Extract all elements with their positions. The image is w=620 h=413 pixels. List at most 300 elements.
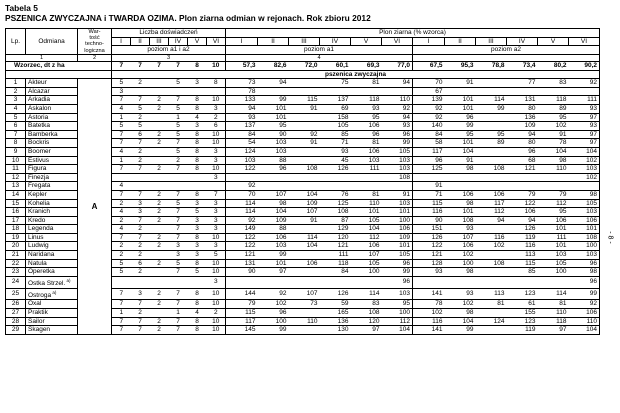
row-a1-6: 94 bbox=[382, 113, 413, 122]
row-a1-6: 105 bbox=[382, 251, 413, 260]
row-a2-3 bbox=[476, 122, 507, 131]
row-a1-2: 101 bbox=[258, 259, 289, 268]
header-region-3-II: II bbox=[445, 37, 476, 46]
row-a2-2: 101 bbox=[445, 208, 476, 217]
row-a2-4: 126 bbox=[507, 225, 538, 234]
row-a2-5: 97 bbox=[538, 326, 569, 335]
row-name: Ostka Strzel. $^{a)}$ bbox=[26, 276, 78, 288]
row-n-4 bbox=[169, 182, 188, 191]
row-a1-1: 144 bbox=[226, 288, 258, 300]
row-a1-6: 92 bbox=[382, 104, 413, 113]
row-a2-3: 116 bbox=[476, 233, 507, 242]
row-a1-6: 101 bbox=[382, 208, 413, 217]
row-a1-5 bbox=[351, 182, 382, 191]
row-name: Operetka bbox=[26, 268, 78, 277]
row-a1-2: 99 bbox=[258, 96, 289, 105]
row-n-2: 2 bbox=[131, 242, 150, 251]
row-a2-1: 93 bbox=[413, 268, 445, 277]
row-n-3 bbox=[150, 251, 169, 260]
row-a2-1: 84 bbox=[413, 130, 445, 139]
row-a1-6: 110 bbox=[382, 96, 413, 105]
row-a1-4: 71 bbox=[320, 139, 351, 148]
row-n-4: 5 bbox=[169, 147, 188, 156]
row-a1-3 bbox=[289, 147, 320, 156]
row-n-6: 3 bbox=[207, 208, 226, 217]
row-name: Kranich bbox=[26, 208, 78, 217]
row-a1-2 bbox=[258, 182, 289, 191]
page-number: - 8 - bbox=[606, 231, 614, 244]
row-n-4: 5 bbox=[169, 259, 188, 268]
header-region-1-II: II bbox=[131, 37, 150, 46]
row-a2-2: 101 bbox=[445, 104, 476, 113]
row-a1-1: 149 bbox=[226, 225, 258, 234]
row-n-5: 8 bbox=[188, 233, 207, 242]
row-a1-4: 158 bbox=[320, 113, 351, 122]
row-n-6: 10 bbox=[207, 96, 226, 105]
row-n-3: 2 bbox=[150, 300, 169, 309]
row-n-6: 10 bbox=[207, 326, 226, 335]
row-n-6: 10 bbox=[207, 130, 226, 139]
row-n-1: 7 bbox=[112, 96, 131, 105]
row-name: Bamberka bbox=[26, 130, 78, 139]
row-n-2: 7 bbox=[131, 190, 150, 199]
row-a1-2: 96 bbox=[258, 165, 289, 174]
wzorzec-a1-4: 60,1 bbox=[320, 62, 351, 71]
row-name: Ludwig bbox=[26, 242, 78, 251]
row-lp: 17 bbox=[6, 216, 26, 225]
header-region-2-V: V bbox=[351, 37, 382, 46]
row-name: Natula bbox=[26, 259, 78, 268]
row-a2-6: 108 bbox=[569, 233, 600, 242]
row-a2-3: 124 bbox=[476, 317, 507, 326]
row-n-2: 7 bbox=[131, 233, 150, 242]
wzorzec-a1-1: 57,3 bbox=[226, 62, 258, 71]
row-a2-2: 93 bbox=[445, 288, 476, 300]
row-a1-3 bbox=[289, 156, 320, 165]
row-a2-5: 105 bbox=[538, 259, 569, 268]
wzorzec-a1-5: 69,3 bbox=[351, 62, 382, 71]
row-name: Sailor bbox=[26, 317, 78, 326]
row-a1-2: 90 bbox=[258, 130, 289, 139]
row-n-4: 7 bbox=[169, 326, 188, 335]
row-a1-4: 76 bbox=[320, 190, 351, 199]
row-a2-4 bbox=[507, 87, 538, 96]
row-name: Akteur bbox=[26, 79, 78, 88]
row-lp: 1 bbox=[6, 79, 26, 88]
row-a2-1 bbox=[413, 173, 445, 182]
row-a2-6: 103 bbox=[569, 165, 600, 174]
row-a1-3 bbox=[289, 173, 320, 182]
row-n-2: 6 bbox=[131, 130, 150, 139]
row-a2-4: 106 bbox=[507, 208, 538, 217]
row-a1-1: 133 bbox=[226, 96, 258, 105]
row-a2-5: 114 bbox=[538, 288, 569, 300]
row-n-4: 3 bbox=[169, 242, 188, 251]
header-region-1-I: I bbox=[112, 37, 131, 46]
row-lp: 23 bbox=[6, 268, 26, 277]
row-a2-3 bbox=[476, 147, 507, 156]
row-a2-1: 116 bbox=[413, 208, 445, 217]
row-n-4: 1 bbox=[169, 308, 188, 317]
row-n-3 bbox=[150, 173, 169, 182]
row-a1-6: 109 bbox=[382, 233, 413, 242]
row-a1-3 bbox=[289, 87, 320, 96]
row-a2-6: 103 bbox=[569, 251, 600, 260]
row-n-3 bbox=[150, 79, 169, 88]
row-n-2: 2 bbox=[131, 251, 150, 260]
row-a2-6: 100 bbox=[569, 242, 600, 251]
wzorzec-n-1: 7 bbox=[112, 62, 131, 71]
row-a1-3: 106 bbox=[289, 259, 320, 268]
header-region-2-I: I bbox=[226, 37, 258, 46]
row-n-6: 2 bbox=[207, 308, 226, 317]
row-a1-2: 99 bbox=[258, 251, 289, 260]
row-a1-1: 92 bbox=[226, 182, 258, 191]
row-a2-1: 58 bbox=[413, 139, 445, 148]
row-a2-2 bbox=[445, 276, 476, 288]
row-a1-2: 102 bbox=[258, 300, 289, 309]
row-a1-2: 94 bbox=[258, 79, 289, 88]
row-a2-4: 136 bbox=[507, 113, 538, 122]
row-n-2: 2 bbox=[131, 225, 150, 234]
row-a1-6: 96 bbox=[382, 259, 413, 268]
row-a2-6: 103 bbox=[569, 208, 600, 217]
row-a1-1: 114 bbox=[226, 199, 258, 208]
row-n-2 bbox=[131, 87, 150, 96]
row-a1-5: 118 bbox=[351, 96, 382, 105]
row-a2-1: 116 bbox=[413, 317, 445, 326]
row-a2-5: 78 bbox=[538, 139, 569, 148]
row-n-6: 3 bbox=[207, 216, 226, 225]
row-a2-6: 98 bbox=[569, 268, 600, 277]
row-a2-2 bbox=[445, 87, 476, 96]
row-a1-1 bbox=[226, 276, 258, 288]
row-n-3: 2 bbox=[150, 216, 169, 225]
row-a2-1: 141 bbox=[413, 288, 445, 300]
row-a2-5: 111 bbox=[538, 233, 569, 242]
row-a1-1: 79 bbox=[226, 300, 258, 309]
row-n-5: 4 bbox=[188, 113, 207, 122]
row-n-2: 2 bbox=[131, 308, 150, 317]
row-n-4: 7 bbox=[169, 190, 188, 199]
row-a2-6: 92 bbox=[569, 79, 600, 88]
row-n-1: 7 bbox=[112, 139, 131, 148]
row-name: Bockris bbox=[26, 139, 78, 148]
row-footnote-mark: a) bbox=[51, 289, 57, 295]
row-a1-3: 104 bbox=[289, 242, 320, 251]
row-lp: 18 bbox=[6, 225, 26, 234]
row-n-3 bbox=[150, 156, 169, 165]
row-n-4: 5 bbox=[169, 130, 188, 139]
header-odmiana: Odmiana bbox=[26, 29, 78, 55]
row-n-3: 2 bbox=[150, 104, 169, 113]
row-a2-4: 119 bbox=[507, 233, 538, 242]
row-n-5: 8 bbox=[188, 300, 207, 309]
row-a2-5: 110 bbox=[538, 165, 569, 174]
row-a2-1: 122 bbox=[413, 242, 445, 251]
wzorzec-a2-6: 90,2 bbox=[569, 62, 600, 71]
row-a1-2: 95 bbox=[258, 122, 289, 131]
row-n-3: 2 bbox=[150, 208, 169, 217]
row-lp: 12 bbox=[6, 173, 26, 182]
row-n-3 bbox=[150, 113, 169, 122]
row-a2-6: 97 bbox=[569, 130, 600, 139]
row-a1-2: 103 bbox=[258, 242, 289, 251]
row-a2-6: 111 bbox=[569, 96, 600, 105]
row-a2-1: 71 bbox=[413, 190, 445, 199]
row-lp: 5 bbox=[6, 113, 26, 122]
row-n-4: 5 bbox=[169, 122, 188, 131]
row-a2-4 bbox=[507, 276, 538, 288]
wzorzec-n-3: 7 bbox=[150, 62, 169, 71]
row-n-1: 7 bbox=[112, 130, 131, 139]
row-a2-6: 96 bbox=[569, 276, 600, 288]
row-a2-5: 89 bbox=[538, 104, 569, 113]
row-a1-6: 93 bbox=[382, 122, 413, 131]
row-a2-2: 106 bbox=[445, 190, 476, 199]
row-n-2: 2 bbox=[131, 147, 150, 156]
row-a1-3: 91 bbox=[289, 216, 320, 225]
row-a2-4: 109 bbox=[507, 122, 538, 131]
row-a2-1: 96 bbox=[413, 156, 445, 165]
row-lp: 14 bbox=[6, 190, 26, 199]
row-n-3: 2 bbox=[150, 242, 169, 251]
row-a2-2: 106 bbox=[445, 242, 476, 251]
row-a2-2: 108 bbox=[445, 216, 476, 225]
row-a2-5: 103 bbox=[538, 251, 569, 260]
header-liczba: Liczba doświadczeń bbox=[112, 29, 226, 38]
row-a2-3 bbox=[476, 182, 507, 191]
row-n-1: 5 bbox=[112, 122, 131, 131]
row-a1-1: 78 bbox=[226, 87, 258, 96]
colnum-4: 4 bbox=[226, 54, 413, 61]
row-n-4: 3 bbox=[169, 251, 188, 260]
row-a2-3 bbox=[476, 79, 507, 88]
row-n-4: 5 bbox=[169, 199, 188, 208]
row-n-6: 3 bbox=[207, 199, 226, 208]
row-a2-5: 91 bbox=[538, 130, 569, 139]
row-a2-4: 116 bbox=[507, 242, 538, 251]
row-n-6: 3 bbox=[207, 276, 226, 288]
row-a2-1: 115 bbox=[413, 199, 445, 208]
row-a1-5 bbox=[351, 87, 382, 96]
row-a1-6: 100 bbox=[382, 308, 413, 317]
row-a2-4: 115 bbox=[507, 259, 538, 268]
row-n-1: 1 bbox=[112, 156, 131, 165]
row-n-3: 2 bbox=[150, 130, 169, 139]
header-region-3-VI: VI bbox=[569, 37, 600, 46]
row-a1-4: 118 bbox=[320, 259, 351, 268]
row-n-2: 7 bbox=[131, 300, 150, 309]
row-name: Naridana bbox=[26, 251, 78, 260]
row-n-4: 7 bbox=[169, 216, 188, 225]
row-n-2: 7 bbox=[131, 165, 150, 174]
row-n-3: 2 bbox=[150, 199, 169, 208]
row-name: Ostroga $^{a)}$ bbox=[26, 288, 78, 300]
row-n-4 bbox=[169, 173, 188, 182]
colnum-3: 3 bbox=[112, 54, 226, 61]
row-n-1: 7 bbox=[112, 165, 131, 174]
row-lp: 2 bbox=[6, 87, 26, 96]
row-a2-5 bbox=[538, 173, 569, 182]
row-n-5: 8 bbox=[188, 147, 207, 156]
row-a1-2 bbox=[258, 87, 289, 96]
row-a1-6: 103 bbox=[382, 288, 413, 300]
row-n-4: 5 bbox=[169, 104, 188, 113]
row-a1-4 bbox=[320, 182, 351, 191]
row-a1-6: 96 bbox=[382, 276, 413, 288]
row-n-2: 7 bbox=[131, 326, 150, 335]
row-a2-5: 106 bbox=[538, 216, 569, 225]
row-name: Praktik bbox=[26, 308, 78, 317]
row-a2-2: 98 bbox=[445, 165, 476, 174]
row-a2-2: 102 bbox=[445, 300, 476, 309]
row-a2-2 bbox=[445, 173, 476, 182]
row-name: Oxal bbox=[26, 300, 78, 309]
wzorzec-a2-5: 80,2 bbox=[538, 62, 569, 71]
row-n-6: 3 bbox=[207, 156, 226, 165]
row-n-1 bbox=[112, 173, 131, 182]
row-n-2 bbox=[131, 173, 150, 182]
row-a2-2: 102 bbox=[445, 251, 476, 260]
header-lp: Lp. bbox=[6, 29, 26, 55]
table-title: PSZENICA ZWYCZAJNA i TWARDA OZIMA. Plon ziarna odmian w rejonach. Rok zbioru 2012 bbox=[5, 13, 371, 23]
row-a1-2: 101 bbox=[258, 104, 289, 113]
row-a1-2: 109 bbox=[258, 216, 289, 225]
row-lp: 13 bbox=[6, 182, 26, 191]
row-a2-5 bbox=[538, 182, 569, 191]
row-n-1: 7 bbox=[112, 233, 131, 242]
row-n-1: 1 bbox=[112, 113, 131, 122]
row-n-6: 3 bbox=[207, 242, 226, 251]
row-a1-6: 99 bbox=[382, 139, 413, 148]
row-a2-6: 106 bbox=[569, 308, 600, 317]
row-a2-5: 110 bbox=[538, 308, 569, 317]
wzorzec-a2-2: 95,3 bbox=[445, 62, 476, 71]
row-n-2: 7 bbox=[131, 216, 150, 225]
row-a2-2: 93 bbox=[445, 225, 476, 234]
header-region-1-V: V bbox=[188, 37, 207, 46]
row-a2-3: 113 bbox=[476, 288, 507, 300]
row-a2-5: 81 bbox=[538, 300, 569, 309]
row-a2-1: 92 bbox=[413, 113, 445, 122]
row-a1-5 bbox=[351, 276, 382, 288]
row-name: Boomer bbox=[26, 147, 78, 156]
row-n-2: 7 bbox=[131, 96, 150, 105]
row-a2-3: 108 bbox=[476, 259, 507, 268]
row-a2-6: 102 bbox=[569, 173, 600, 182]
row-a1-4: 120 bbox=[320, 233, 351, 242]
row-a1-6: 99 bbox=[382, 268, 413, 277]
row-a2-1: 91 bbox=[413, 182, 445, 191]
row-n-4 bbox=[169, 87, 188, 96]
row-a2-2: 100 bbox=[445, 259, 476, 268]
table-row bbox=[6, 79, 600, 88]
row-name: Finezja bbox=[26, 173, 78, 182]
row-n-5 bbox=[188, 173, 207, 182]
row-a2-6 bbox=[569, 87, 600, 96]
row-n-1: 7 bbox=[112, 288, 131, 300]
row-a1-5: 106 bbox=[351, 122, 382, 131]
row-a2-4: 68 bbox=[507, 156, 538, 165]
row-a2-6: 104 bbox=[569, 147, 600, 156]
header-region-1-IV: IV bbox=[169, 37, 188, 46]
row-a2-5: 104 bbox=[538, 147, 569, 156]
row-a1-5: 112 bbox=[351, 233, 382, 242]
row-n-4: 7 bbox=[169, 288, 188, 300]
row-a1-5: 96 bbox=[351, 130, 382, 139]
row-lp: 27 bbox=[6, 308, 26, 317]
row-a2-3 bbox=[476, 276, 507, 288]
row-a1-4: 93 bbox=[320, 147, 351, 156]
row-n-3 bbox=[150, 308, 169, 317]
row-name: Askalon bbox=[26, 104, 78, 113]
row-lp: 26 bbox=[6, 300, 26, 309]
row-n-2: 2 bbox=[131, 268, 150, 277]
wzorzec-a2-3: 78,8 bbox=[476, 62, 507, 71]
row-n-6 bbox=[207, 87, 226, 96]
row-a1-4: 111 bbox=[320, 251, 351, 260]
row-a2-6: 93 bbox=[569, 122, 600, 131]
row-a1-4: 126 bbox=[320, 288, 351, 300]
row-a2-2: 96 bbox=[445, 113, 476, 122]
row-n-4: 7 bbox=[169, 96, 188, 105]
row-a2-2 bbox=[445, 182, 476, 191]
row-a2-1 bbox=[413, 276, 445, 288]
row-n-5: 8 bbox=[188, 288, 207, 300]
row-a2-2: 101 bbox=[445, 139, 476, 148]
row-a2-1: 140 bbox=[413, 122, 445, 131]
row-n-3: 2 bbox=[150, 326, 169, 335]
row-n-4: 5 bbox=[169, 79, 188, 88]
row-a1-1: 93 bbox=[226, 113, 258, 122]
row-n-1 bbox=[112, 276, 131, 288]
row-a1-2: 98 bbox=[258, 199, 289, 208]
row-n-6: 10 bbox=[207, 139, 226, 148]
row-n-2: 7 bbox=[131, 139, 150, 148]
row-n-4 bbox=[169, 276, 188, 288]
row-lp: 19 bbox=[6, 233, 26, 242]
row-n-3: 2 bbox=[150, 317, 169, 326]
row-n-5: 5 bbox=[188, 268, 207, 277]
row-a2-1: 151 bbox=[413, 225, 445, 234]
row-n-5: 8 bbox=[188, 130, 207, 139]
row-n-6: 8 bbox=[207, 79, 226, 88]
row-a1-6 bbox=[382, 87, 413, 96]
row-n-4: 2 bbox=[169, 156, 188, 165]
row-n-6: 3 bbox=[207, 147, 226, 156]
row-a2-4: 94 bbox=[507, 130, 538, 139]
row-a2-4: 79 bbox=[507, 190, 538, 199]
row-a1-6: 108 bbox=[382, 173, 413, 182]
row-a2-3 bbox=[476, 268, 507, 277]
row-n-2: 5 bbox=[131, 122, 150, 131]
row-a1-5: 81 bbox=[351, 190, 382, 199]
colnum-1: 1 bbox=[6, 54, 78, 61]
row-a1-4: 165 bbox=[320, 308, 351, 317]
row-lp: 29 bbox=[6, 326, 26, 335]
row-a2-2: 98 bbox=[445, 308, 476, 317]
row-a1-5: 103 bbox=[351, 156, 382, 165]
row-a1-5: 100 bbox=[351, 268, 382, 277]
row-a2-3: 102 bbox=[476, 242, 507, 251]
row-n-4: 1 bbox=[169, 113, 188, 122]
row-a1-2: 103 bbox=[258, 147, 289, 156]
row-a2-4: 131 bbox=[507, 96, 538, 105]
row-a2-1: 125 bbox=[413, 165, 445, 174]
header-region-3-V: V bbox=[538, 37, 569, 46]
row-a2-2: 104 bbox=[445, 147, 476, 156]
